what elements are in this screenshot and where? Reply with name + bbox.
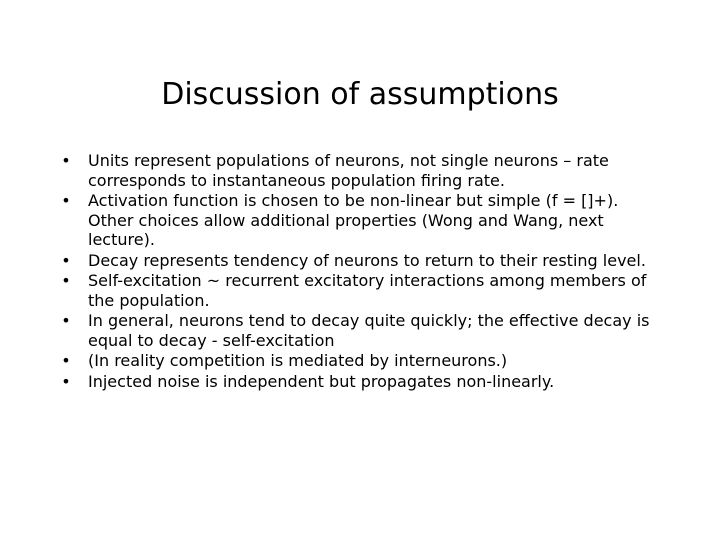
bullet-icon: • (61, 250, 71, 270)
bullet-item (56, 271, 656, 310)
bullet-text: Injected noise is independent but propagates non-linearly. (88, 371, 555, 391)
bullet-text: In general, neurons tend to decay quite quickly; the effective decay is equal to decay - self-excitation (88, 311, 650, 350)
bullet-icon: • (61, 271, 71, 290)
bullet-icon: • (61, 151, 71, 170)
bullet-icon: • (61, 311, 71, 330)
bullet-item (56, 372, 656, 392)
bullet-icon: • (61, 351, 71, 370)
bullet-item (56, 151, 656, 190)
bullet-text: Decay represents tendency of neurons to return to their resting level. (88, 250, 646, 270)
bullet-icon: • (61, 371, 71, 391)
bullet-item (56, 251, 656, 271)
bullet-item (56, 311, 656, 350)
bullet-text: Activation function is chosen to be non-linear but simple (f = []+). Other choices allow additional properties (Wong and Wang, next lecture). (88, 191, 619, 249)
bullet-text: Units represent populations of neurons, not single neurons – rate corresponds to instantaneous population firing rate. (88, 151, 609, 190)
bullet-icon: • (61, 191, 71, 210)
bullet-item (56, 191, 656, 250)
bullet-text: Self-excitation ~ recurrent excitatory interactions among members of the population. (88, 271, 647, 310)
slide-title: Discussion of assumptions (161, 77, 559, 112)
bullet-list (56, 151, 656, 392)
bullet-item (56, 351, 656, 371)
bullet-text: (In reality competition is mediated by interneurons.) (88, 351, 508, 370)
